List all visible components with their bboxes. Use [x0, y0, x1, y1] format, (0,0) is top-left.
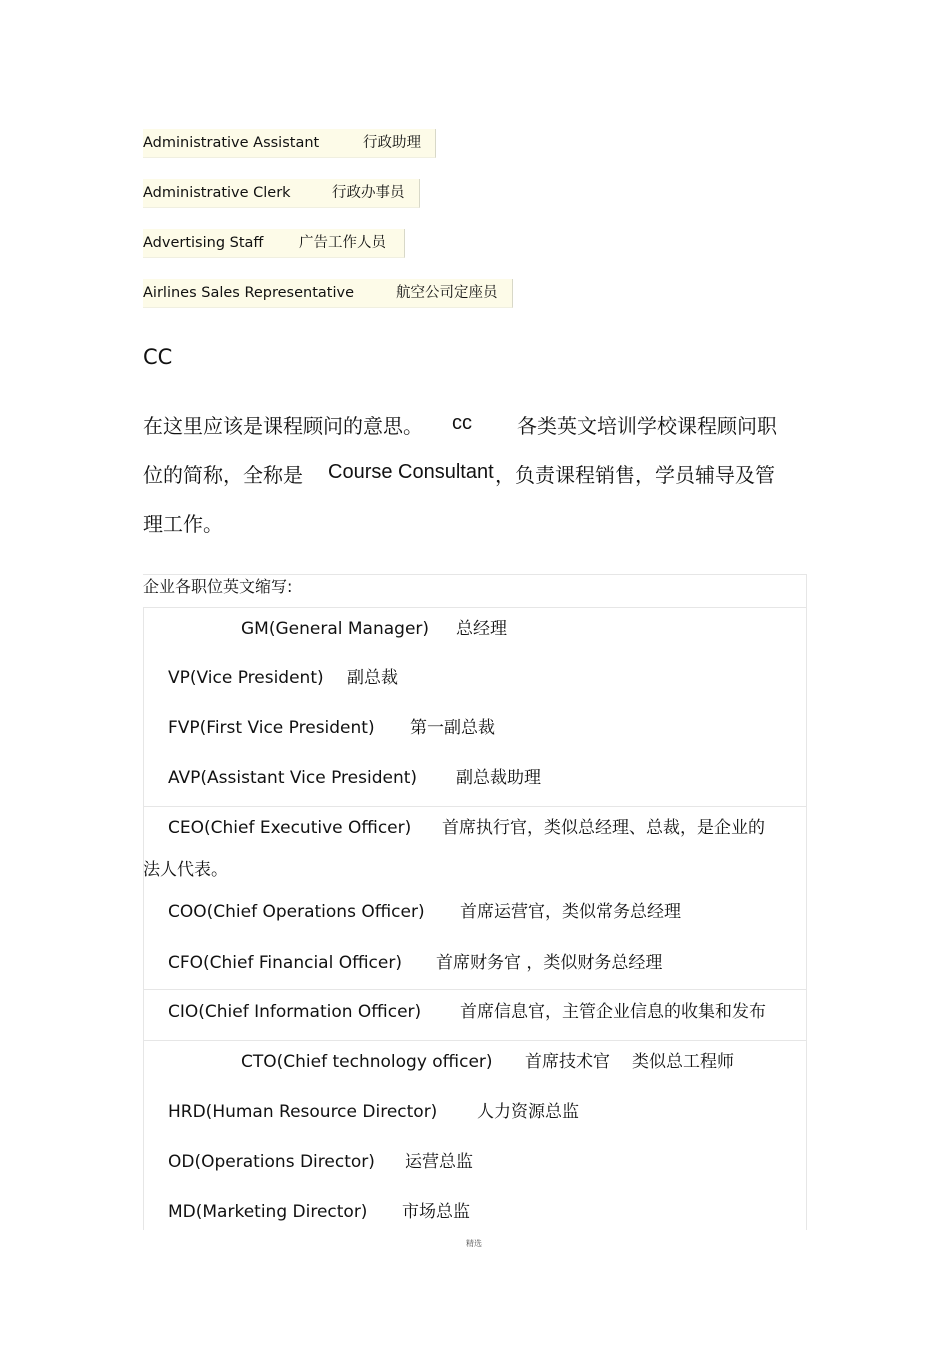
job-row [143, 129, 436, 158]
table-border [143, 1040, 807, 1041]
position-english: VP(Vice President) [168, 668, 324, 688]
paragraph-text: Course Consultant [328, 461, 494, 483]
position-chinese: 副总裁 [347, 668, 398, 688]
table-title: 企业各职位英文缩写: [143, 577, 293, 596]
job-english: Administrative Assistant [143, 135, 320, 151]
position-english: AVP(Assistant Vice President) [168, 768, 418, 788]
position-chinese: 副总裁助理 [456, 768, 541, 788]
job-english: Administrative Clerk [143, 185, 291, 201]
position-english: HRD(Human Resource Director) [168, 1102, 438, 1122]
paragraph-text: 理工作。 [143, 512, 223, 536]
position-english: COO(Chief Operations Officer) [168, 902, 425, 922]
position-chinese: 运营总监 [405, 1152, 473, 1172]
position-chinese: 首席执行官，类似总经理、总裁，是企业的 [442, 818, 765, 838]
position-chinese: 人力资源总监 [477, 1102, 579, 1122]
position-chinese: 首席信息官，主管企业信息的收集和发布 [460, 1002, 766, 1022]
table-border [806, 574, 807, 1230]
position-english: OD(Operations Director) [168, 1152, 375, 1172]
job-row [143, 279, 513, 308]
position-english: CTO(Chief technology officer) [241, 1052, 493, 1072]
position-chinese: 首席技术官 [525, 1052, 610, 1072]
position-english: GM(General Manager) [241, 619, 430, 639]
page-footer: 精选 [466, 1239, 482, 1248]
position-chinese: 第一副总裁 [410, 718, 495, 738]
job-chinese: 行政办事员 [332, 185, 405, 201]
job-chinese: 行政助理 [363, 135, 421, 151]
position-chinese: 总经理 [456, 619, 507, 639]
position-chinese: 市场总监 [402, 1202, 470, 1222]
paragraph-text: 在这里应该是课程顾问的意思。 [143, 414, 423, 438]
position-english: CEO(Chief Executive Officer) [168, 818, 412, 838]
job-english: Advertising Staff [143, 235, 264, 251]
paragraph-text: 各类英文培训学校课程顾问职 [517, 414, 777, 438]
job-row [143, 179, 420, 208]
position-english: CIO(Chief Information Officer) [168, 1002, 422, 1022]
position-chinese: 首席财务官 ，类似财务总经理 [436, 953, 663, 973]
job-row [143, 229, 405, 258]
position-chinese: 首席运营官，类似常务总经理 [460, 902, 681, 922]
position-english: FVP(First Vice President) [168, 718, 375, 738]
position-chinese: 类似总工程师 [632, 1052, 734, 1072]
job-english: Airlines Sales Representative [143, 285, 355, 301]
table-border [143, 607, 807, 608]
table-border [143, 607, 144, 1230]
position-english: CFO(Chief Financial Officer) [168, 953, 402, 973]
table-border [143, 806, 807, 807]
section-heading: CC [143, 345, 173, 369]
position-english: MD(Marketing Director) [168, 1202, 368, 1222]
table-border [143, 989, 807, 990]
paragraph-text: ，负责课程销售，学员辅导及管 [495, 463, 775, 487]
paragraph-text: cc [452, 412, 472, 434]
paragraph-text: 位的简称，全称是 [143, 463, 303, 487]
job-chinese: 航空公司定座员 [396, 285, 498, 301]
job-chinese: 广告工作人员 [299, 235, 386, 251]
position-chinese-continued: 法人代表。 [143, 860, 228, 880]
